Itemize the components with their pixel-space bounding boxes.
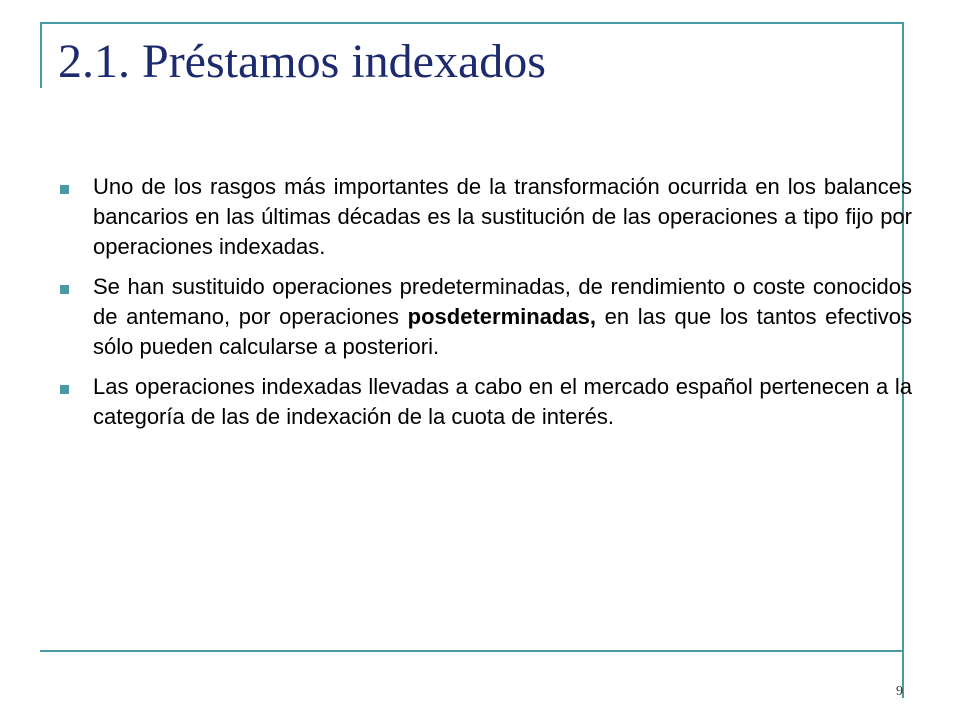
frame-top-line <box>40 22 904 24</box>
bullet-item <box>60 272 912 362</box>
bullet-item <box>60 172 912 262</box>
bullet-text-part: en las que los tantos efectivos sólo pueden calcularse a posteriori. <box>93 304 912 359</box>
page-number: 9 <box>896 684 903 699</box>
frame-bottom-line <box>40 650 904 652</box>
bullet-list <box>60 172 912 442</box>
bullet-text <box>93 272 912 362</box>
bullet-bold-term: posdeterminadas, <box>407 304 596 329</box>
slide-title: 2.1. Préstamos indexados <box>58 35 546 88</box>
bullet-text-part: Uno de los rasgos más importantes de la transformación ocurrida en los balances bancarios en las últimas décadas es la sustitución de las operaciones a tipo fijo por operaciones indexadas. <box>93 174 912 259</box>
square-bullet-icon <box>60 185 69 194</box>
bullet-text <box>93 172 912 262</box>
bullet-item <box>60 372 912 432</box>
bullet-text-part: Se han sustituido operaciones predeterminadas, de rendimiento o coste conocidos de antemano, por operaciones <box>93 274 912 329</box>
square-bullet-icon <box>60 385 69 394</box>
bullet-text <box>93 372 912 432</box>
frame-left-line <box>40 22 42 88</box>
bullet-text-part: Las operaciones indexadas llevadas a cabo en el mercado español pertenecen a la categoría de las de indexación de la cuota de interés. <box>93 374 912 429</box>
square-bullet-icon <box>60 285 69 294</box>
